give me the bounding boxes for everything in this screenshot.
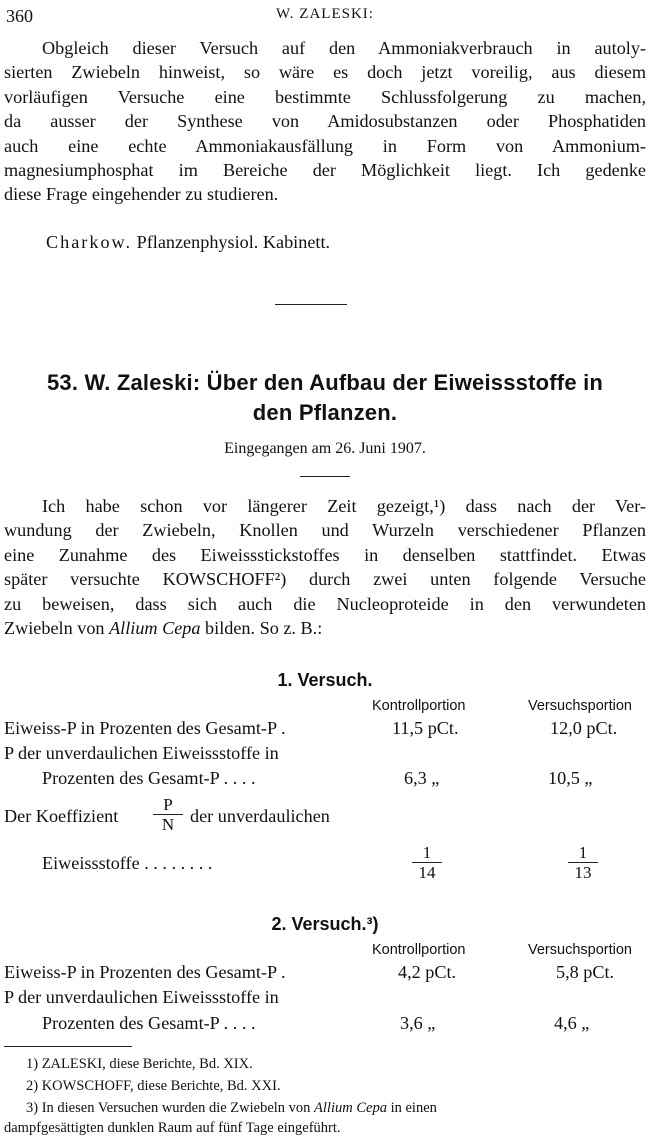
- experiment-value: 5,8 pCt.: [556, 962, 615, 982]
- fraction-denominator: N: [161, 815, 175, 834]
- text-line: magnesiumphosphat im Bereiche der Möglichkeit liegt. Ich gedenke: [4, 160, 646, 181]
- text-line: später versuchte KOWSCHOFF²) durch zwei unten folgende Versuche: [4, 569, 646, 590]
- row-label: Prozenten des Gesamt-P . . . .: [42, 1013, 256, 1033]
- experiment-value: 10,5 „: [548, 768, 593, 788]
- col-control-header: Kontrollportion: [372, 698, 466, 714]
- col-experiment-header: Versuchsportion: [528, 942, 632, 958]
- footnote-rule: [4, 1046, 132, 1047]
- control-value: 11,5 pCt.: [392, 718, 459, 738]
- experiment-value: 12,0 pCt.: [550, 718, 618, 738]
- row-label: Der Koeffizient: [4, 806, 119, 826]
- row-label: Prozenten des Gesamt-P . . . .: [42, 768, 256, 788]
- fraction-denominator: 14: [418, 863, 436, 882]
- text-fragment: Zwiebeln von: [4, 618, 110, 639]
- fraction-numerator: 1: [412, 843, 442, 863]
- row-label: der unverdaulichen: [190, 806, 330, 826]
- row-label: Eiweiss-P in Prozenten des Gesamt-P .: [4, 718, 286, 738]
- text-line: vorläufigen Versuche eine bestimmte Schlussfolgerung zu machen,: [4, 86, 646, 107]
- text-line: da ausser der Synthese von Amidosubstanzen oder Phosphatiden: [4, 111, 646, 132]
- experiment-fraction: [568, 843, 598, 882]
- article-title-line-1: 53. W. Zaleski: Über den Aufbau der Eiweissstoffe in: [46, 370, 604, 395]
- text-fragment: in einen: [386, 1100, 437, 1116]
- experiment-value: 4,6 „: [554, 1013, 590, 1033]
- species-name: Allium Cepa: [314, 1100, 387, 1116]
- text-line: sierten Zwiebeln hinweist, so wäre es doch jetzt voreilig, aus diesem: [4, 62, 646, 83]
- title-rule: [300, 476, 350, 477]
- text-fragment: bilden. So z. B.:: [200, 618, 323, 639]
- separator-rule: [275, 304, 347, 305]
- running-head: W. ZALESKI:: [276, 6, 374, 22]
- experiment-2-title: 2. Versuch.³): [271, 914, 379, 934]
- text-line: auch eine echte Ammoniakausfällung in Form von Ammonium-: [4, 135, 646, 156]
- col-control-header: Kontrollportion: [372, 942, 466, 958]
- control-value: 3,6 „: [400, 1013, 436, 1033]
- text-line: diese Frage eingehender zu studieren.: [4, 184, 279, 205]
- row-label: Eiweissstoffe . . . . . . . .: [42, 853, 213, 873]
- experiment-1-title: 1. Versuch.: [277, 670, 373, 690]
- text-fragment: 3) In diesen Versuchen wurden die Zwiebeln von: [26, 1100, 315, 1116]
- page-number: 360: [6, 6, 33, 26]
- footnote-3: [26, 1100, 646, 1117]
- fraction-denominator: 13: [574, 863, 592, 882]
- control-value: 6,3 „: [404, 768, 440, 788]
- prev-article-paragraph: [4, 36, 646, 207]
- text-line: wundung der Zwiebeln, Knollen und Wurzeln verschiedener Pflanzen: [4, 520, 646, 541]
- fraction-numerator: 1: [568, 843, 598, 863]
- row-label: P der unverdaulichen Eiweissstoffe in: [4, 743, 279, 763]
- signature: [46, 232, 330, 253]
- text-line: zu beweisen, dass sich auch die Nucleoproteide in den verwundeten: [4, 593, 646, 614]
- intro-paragraph: [4, 494, 646, 640]
- text-line: Obgleich dieser Versuch auf den Ammoniakverbrauch in autoly-: [42, 38, 646, 58]
- footnote-2: 2) KOWSCHOFF, diese Berichte, Bd. XXI.: [26, 1078, 281, 1094]
- row-label: Eiweiss-P in Prozenten des Gesamt-P .: [4, 962, 286, 982]
- species-name: Allium Cepa: [109, 618, 201, 639]
- signature-rest: Pflanzenphysiol. Kabinett.: [136, 232, 331, 252]
- footnote-1: 1) ZALESKI, diese Berichte, Bd. XIX.: [26, 1056, 253, 1072]
- text-line: Ich habe schon vor längerer Zeit gezeigt,¹) dass nach der Ver-: [42, 496, 646, 516]
- fraction-numerator: P: [153, 795, 183, 815]
- control-value: 4,2 pCt.: [398, 962, 457, 982]
- coefficient-fraction: [153, 795, 183, 834]
- article-title-line-2: den Pflanzen.: [252, 400, 398, 425]
- col-experiment-header: Versuchsportion: [528, 698, 632, 714]
- signature-place: Charkow.: [46, 232, 133, 252]
- control-fraction: [412, 843, 442, 882]
- row-label: P der unverdaulichen Eiweissstoffe in: [4, 987, 279, 1007]
- text-line: [4, 616, 646, 640]
- footnote-3-continued: dampfgesättigten dunklen Raum auf fünf Tage eingeführt.: [4, 1120, 341, 1136]
- text-line: eine Zunahme des Eiweissstickstoffes in denselben stattfindet. Etwas: [4, 544, 646, 565]
- received-date: Eingegangen am 26. Juni 1907.: [224, 440, 426, 457]
